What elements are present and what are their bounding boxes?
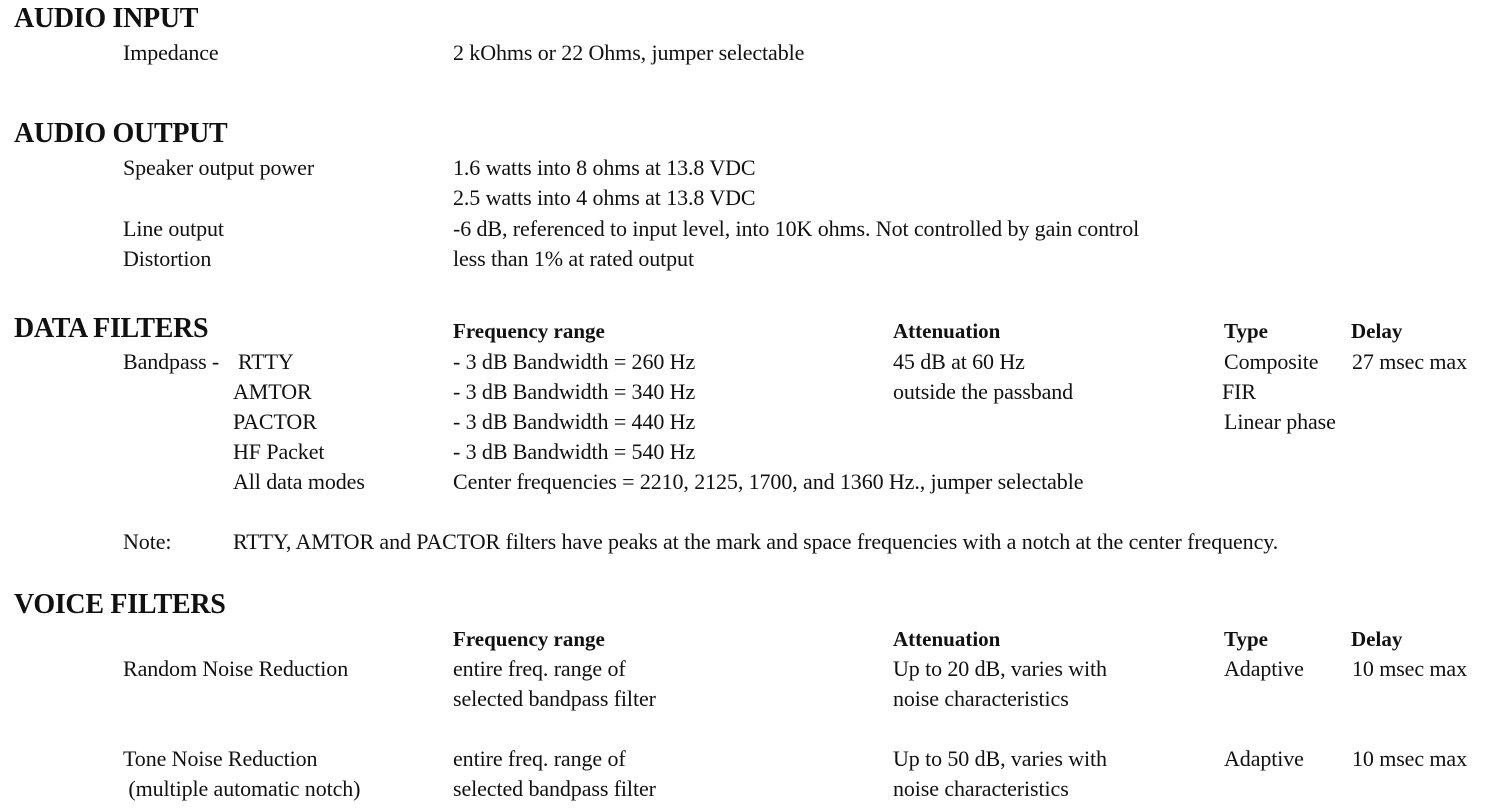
spec-value-speaker-output-power-1: 1.6 watts into 8 ohms at 13.8 VDC xyxy=(453,155,756,180)
filter-type-line-1: Composite xyxy=(1224,349,1319,374)
column-header-type: Type xyxy=(1224,319,1268,343)
bandpass-prefix: Bandpass - xyxy=(123,349,220,374)
section-heading-audio-output: AUDIO OUTPUT xyxy=(14,118,228,149)
voice-filter-range-line-1: entire freq. range of xyxy=(453,746,626,771)
note-label: Note: xyxy=(123,529,172,554)
filter-mode-hf-packet: HF Packet xyxy=(233,439,325,464)
column-header-type: Type xyxy=(1224,627,1268,651)
note-text: RTTY, AMTOR and PACTOR filters have peaks at the mark and space frequencies with a notch at the center frequency. xyxy=(233,529,1279,554)
column-header-frequency-range: Frequency range xyxy=(453,319,605,343)
spec-label-speaker-output-power: Speaker output power xyxy=(123,155,315,180)
section-heading-audio-input: AUDIO INPUT xyxy=(14,3,199,34)
voice-filter-name-tone-noise-sub: (multiple automatic notch) xyxy=(123,776,361,801)
spec-value-distortion: less than 1% at rated output xyxy=(453,246,694,271)
column-header-delay: Delay xyxy=(1351,627,1403,651)
column-header-frequency-range: Frequency range xyxy=(453,627,605,651)
spec-label-impedance: Impedance xyxy=(123,40,219,65)
filter-bandwidth-pactor: - 3 dB Bandwidth = 440 Hz xyxy=(453,409,696,434)
filter-type-line-2: FIR xyxy=(1222,379,1256,404)
filter-bandwidth-amtor: - 3 dB Bandwidth = 340 Hz xyxy=(453,379,696,404)
voice-filter-attenuation-line-2: noise characteristics xyxy=(893,776,1069,801)
filter-attenuation-line-2: outside the passband xyxy=(893,379,1074,404)
voice-filter-attenuation-line-1: Up to 50 dB, varies with xyxy=(893,746,1107,771)
voice-filter-name-tone-noise: Tone Noise Reduction xyxy=(123,746,318,771)
spec-value-line-output: -6 dB, referenced to input level, into 10K ohms. Not controlled by gain control xyxy=(453,216,1140,241)
voice-filter-type: Adaptive xyxy=(1224,746,1304,771)
spec-label-distortion: Distortion xyxy=(123,246,212,271)
column-header-delay: Delay xyxy=(1351,319,1403,343)
filter-attenuation-line-1: 45 dB at 60 Hz xyxy=(893,349,1025,374)
voice-filter-range-line-2: selected bandpass filter xyxy=(453,776,656,801)
voice-filter-delay: 10 msec max xyxy=(1352,656,1467,681)
filter-bandwidth-rtty: - 3 dB Bandwidth = 260 Hz xyxy=(453,349,696,374)
voice-filter-delay: 10 msec max xyxy=(1352,746,1467,771)
voice-filter-range-line-2: selected bandpass filter xyxy=(453,686,656,711)
voice-filter-attenuation-line-1: Up to 20 dB, varies with xyxy=(893,656,1107,681)
filter-type-line-3: Linear phase xyxy=(1224,409,1336,434)
spec-value-speaker-output-power-2: 2.5 watts into 4 ohms at 13.8 VDC xyxy=(453,185,756,210)
voice-filter-type: Adaptive xyxy=(1224,656,1304,681)
filter-mode-amtor: AMTOR xyxy=(233,379,312,404)
column-header-attenuation: Attenuation xyxy=(893,319,1001,343)
voice-filter-name-random-noise: Random Noise Reduction xyxy=(123,656,349,681)
voice-filter-range-line-1: entire freq. range of xyxy=(453,656,626,681)
filter-center-frequencies: Center frequencies = 2210, 2125, 1700, and 1360 Hz., jumper selectable xyxy=(453,469,1084,494)
voice-filter-attenuation-line-2: noise characteristics xyxy=(893,686,1069,711)
filter-mode-pactor: PACTOR xyxy=(233,409,317,434)
filter-mode-rtty: RTTY xyxy=(238,349,294,374)
filter-mode-all-data-modes: All data modes xyxy=(233,469,365,494)
section-heading-data-filters: DATA FILTERS xyxy=(14,313,209,344)
spec-label-line-output: Line output xyxy=(123,216,224,241)
section-heading-voice-filters: VOICE FILTERS xyxy=(14,589,226,620)
filter-delay: 27 msec max xyxy=(1352,349,1467,374)
spec-value-impedance: 2 kOhms or 22 Ohms, jumper selectable xyxy=(453,40,805,65)
filter-bandwidth-hf-packet: - 3 dB Bandwidth = 540 Hz xyxy=(453,439,696,464)
column-header-attenuation: Attenuation xyxy=(893,627,1001,651)
